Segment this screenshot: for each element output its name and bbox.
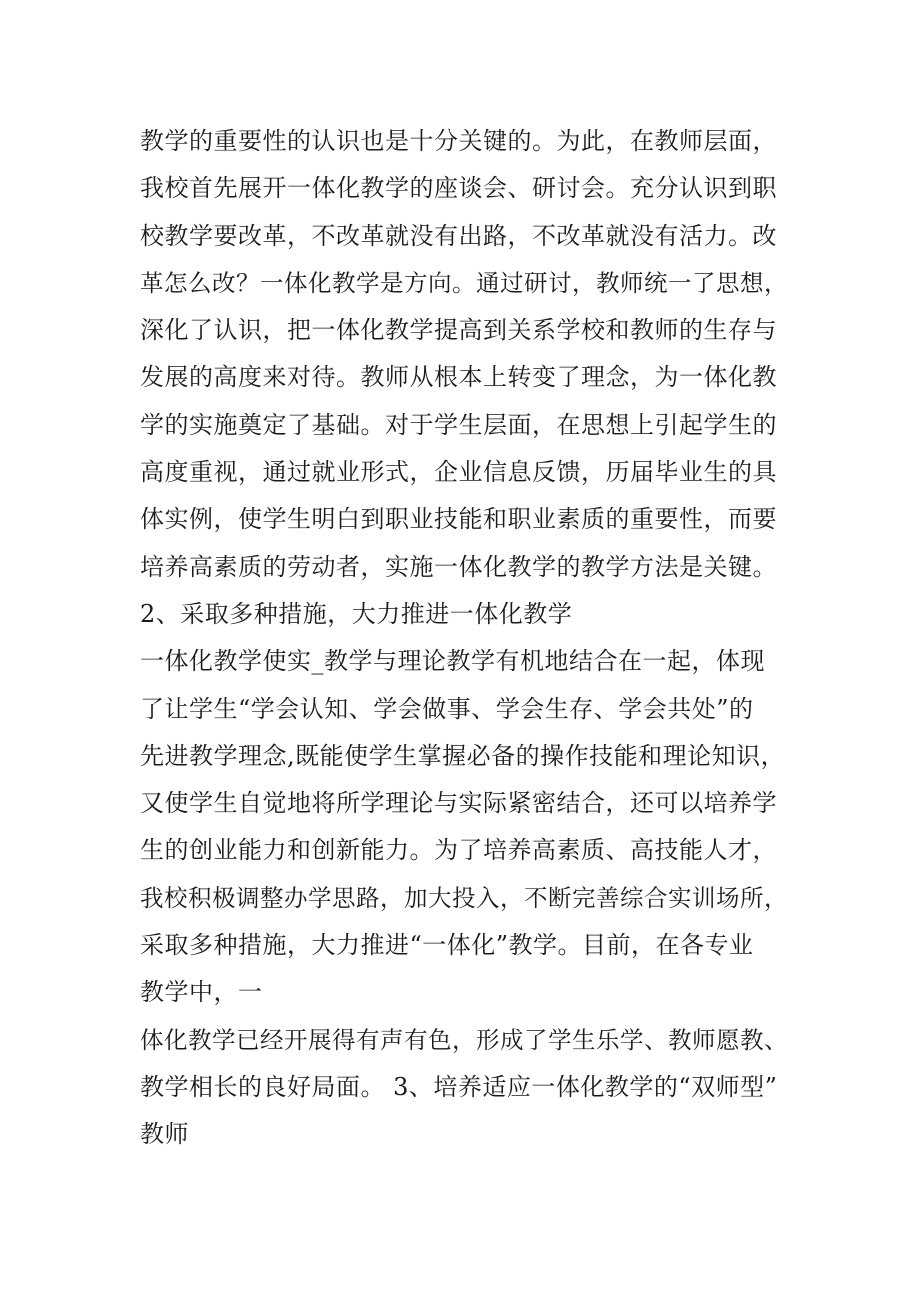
text-line: 一体化教学使实_教学与理论教学有机地结合在一起，体现 xyxy=(140,647,765,676)
section-heading: 2、采取多种措施，大力推进一体化教学 xyxy=(140,599,573,628)
text-line: 体实例，使学生明白到职业技能和职业素质的重要性，而要 xyxy=(140,505,777,534)
text-line: 高度重视，通过就业形式，企业信息反馈，历届毕业生的具 xyxy=(140,458,777,487)
text-line: 我校积极调整办学思路，加大投入，不断完善综合实训场所， xyxy=(140,883,788,912)
text-line: 教学相长的良好局面。 3、培养适应一体化教学的“双师型” xyxy=(140,1072,778,1101)
text-line: 学的实施奠定了基础。对于学生层面，在思想上引起学生的 xyxy=(140,410,777,439)
text-line: 采取多种措施，大力推进“一体化”教学。目前，在各专业 xyxy=(140,931,754,960)
text-line: 又使学生自觉地将所学理论与实际紧密结合，还可以培养学 xyxy=(140,789,777,818)
text-line: 教学的重要性的认识也是十分关键的。为此，在教师层面， xyxy=(140,127,777,155)
text-line: 教学中，一 xyxy=(140,978,263,1007)
text-line: 发展的高度来对待。教师从根本上转变了理念，为一体化教 xyxy=(140,363,777,392)
text-line: 校教学要改革，不改革就没有出路，不改革就没有活力。改 xyxy=(140,221,777,250)
text-line: 教师 xyxy=(140,1120,189,1149)
text-line: 生的创业能力和创新能力。为了培养高素质、高技能人才， xyxy=(140,836,777,865)
text-line: 培养高素质的劳动者，实施一体化教学的教学方法是关键。 xyxy=(140,552,777,581)
text-line: 体化教学已经开展得有声有色，形成了学生乐学、教师愿教、 xyxy=(140,1025,788,1054)
text-line: 深化了认识，把一体化教学提高到关系学校和教师的生存与 xyxy=(140,316,777,345)
text-line: 先进教学理念,既能使学生掌握必备的操作技能和理论知识， xyxy=(140,741,786,770)
text-line: 我校首先展开一体化教学的座谈会、研讨会。充分认识到职 xyxy=(140,174,777,203)
text-line: 革怎么改？一体化教学是方向。通过研讨，教师统一了思想， xyxy=(140,268,788,297)
text-line: 了让学生“学会认知、学会做事、学会生存、学会共处”的 xyxy=(140,694,754,723)
body-text xyxy=(140,118,800,1159)
